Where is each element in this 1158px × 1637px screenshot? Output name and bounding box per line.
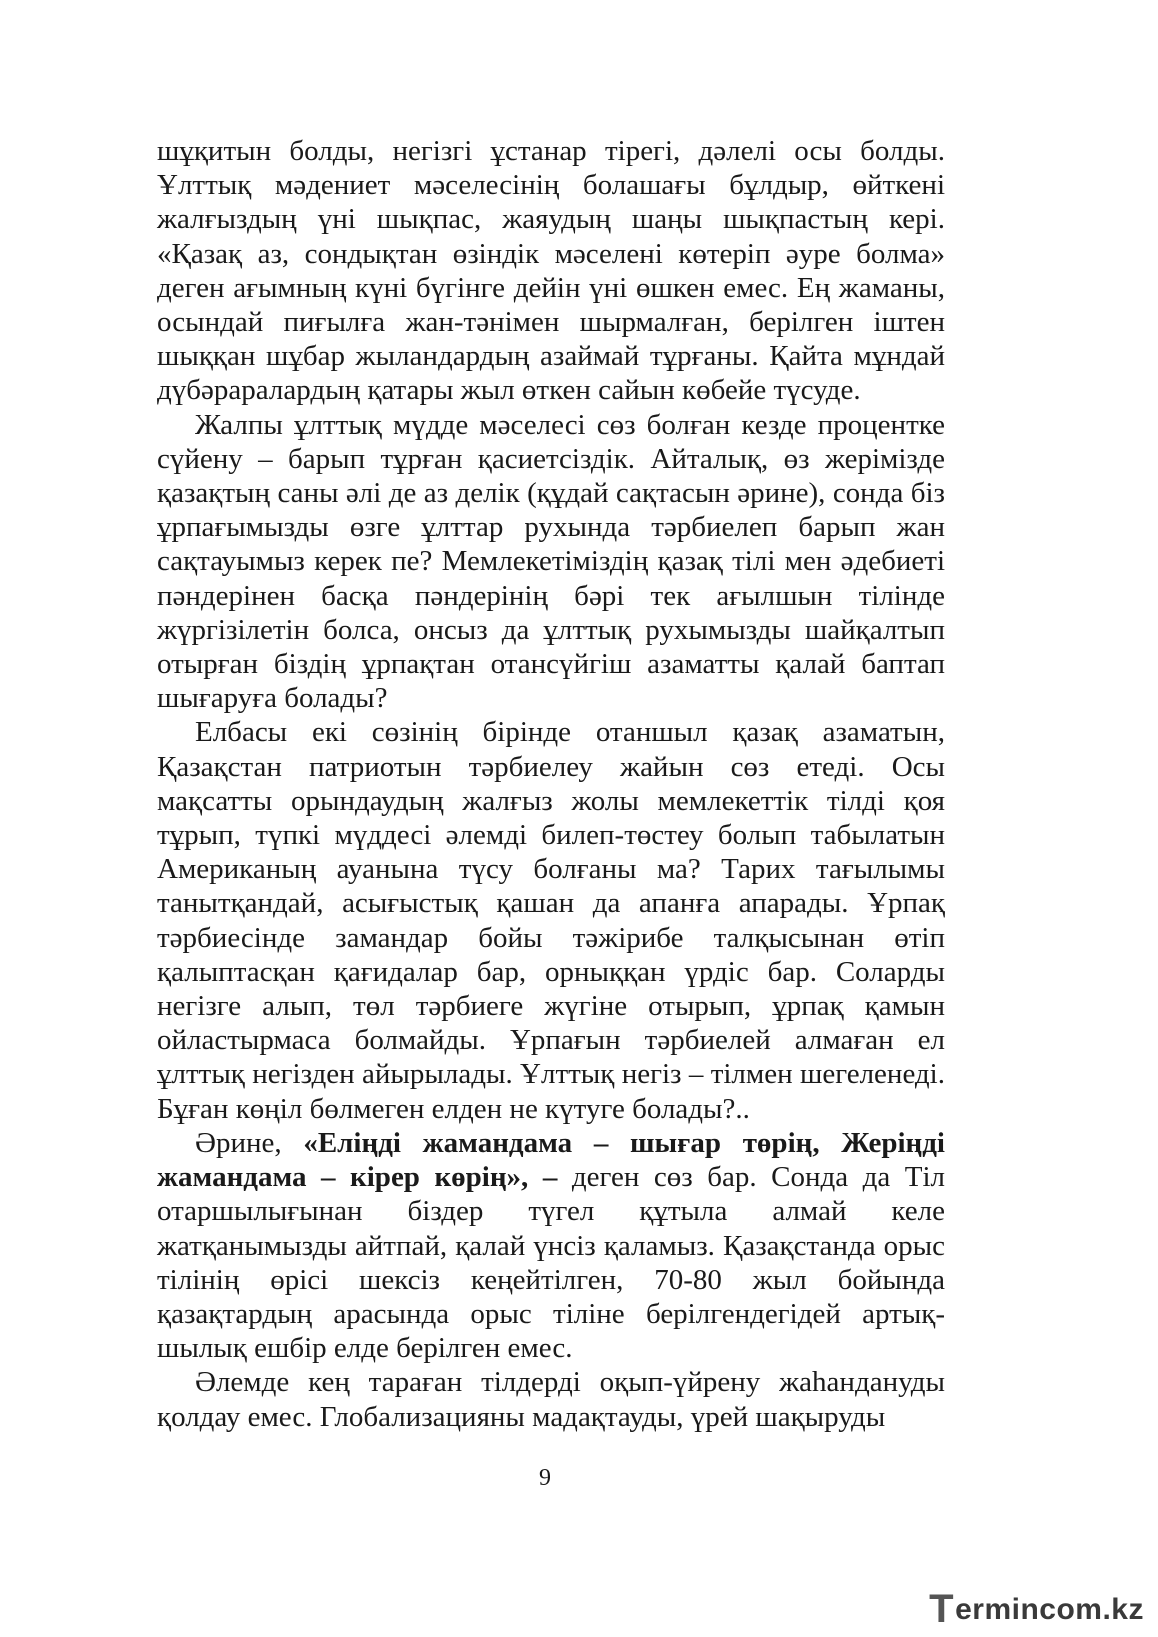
paragraph-text: Жалпы ұлттық мүдде мәселесі сөз болған кезде процентке сүйену – барып тұрған қасиетсіздік. Айталық, өз жерімізде қазақтың саны әлі де аз делік (құдай сақтасын әрине), сонда біз ұрпағымызды өзге ұлттар рухында тәрбиелеп барып жан сақтауымыз керек пе? Мемлекетіміздің қазақ тілі мен әдебиеті пәндерінен басқа пәндерінің бәрі тек ағылшын тілінде жүргізілетін болса, онсыз да ұлттық рухымызды шайқалтып отырған біздің ұрпақтан отансүйгіш азаматты қалай баптап шығаруға болады? bbox=[157, 408, 945, 715]
watermark-text: ermincom.kz bbox=[955, 1593, 1144, 1626]
paragraph bbox=[157, 715, 945, 1125]
page-body bbox=[157, 134, 945, 1434]
paragraph-text: Әрине, bbox=[195, 1126, 304, 1159]
paragraph bbox=[157, 408, 945, 716]
paragraph bbox=[157, 134, 945, 408]
paragraph-text: Әлемде кең тараған тілдерді оқып-үйрену жаһандануды қолдау емес. Глобализацияны мадақтауды, үрей шақыруды bbox=[157, 1366, 945, 1433]
site-watermark bbox=[929, 1587, 1144, 1631]
paragraph bbox=[157, 1365, 945, 1433]
bold-quote: «Еліңді жамандама – шығар төрің, Жеріңді жамандама – кірер көрің», – bbox=[157, 1126, 945, 1194]
paragraph-text: деген сөз бар. Сонда да Тіл отаршылығынан біздер түгел құтыла алмай келе жатқанымызды айтпай, қалай үнсіз қаламыз. Қазақстанда орыс тілінің өрісі шексіз кеңейтілген, 70-80 жыл бойында қазақтардың арасында орыс тіліне берілгендегідей артық-шылық ешбір елде берілген емес. bbox=[157, 1161, 946, 1365]
watermark-mark: T bbox=[929, 1587, 955, 1631]
paragraph-text: шұқитын болды, негізгі ұстанар тірегі, дәлелі осы болды. Ұлттық мәдениет мәселесінің болашағы бұлдыр, өйткені жалғыздың үні шықпас, жаяудың шаңы шықпастың кері. «Қазақ аз, сондықтан өзіндік мәселені көтеріп әуре болма» деген ағымның күні бүгінге дейін үні өшкен емес. Ең жаманы, осындай пиғылға жан-тәнімен шырмалған, берілген іштен шыққан шұбар жыландардың азаймай тұрғаны. Қайта мұндай дүбәраралардың қатары жыл өткен сайын көбейе түсуде. bbox=[157, 135, 945, 407]
paragraph bbox=[157, 1126, 945, 1365]
page-number: 9 bbox=[539, 1465, 551, 1491]
paragraph-text: Елбасы екі сөзінің бірінде отаншыл қазақ азаматын, Қазақстан патриотын тәрбиелеу жайын сөз етеді. Осы мақсатты орындаудың жалғыз жолы мемлекеттік тілді қоя тұрып, түпкі мүддесі әлемді билеп-төстеу болып табылатын Американың ауанына түсу болғаны ма? Тарих тағылымы танытқандай, асығыстық қашан да апанға апарады. Ұрпақ тәрбиесінде замандар бойы тәжірибе талқысынан өтіп қалыптасқан қағидалар бар, орныққан үрдіс бар. Соларды негізге алып, төл тәрбиеге жүгіне отырып, ұрпақ қамын ойластырмаса болмайды. Ұрпағын тәрбиелей алмаған ел ұлттық негізден айырылады. Ұлттық негіз – тілмен шегеленеді. Бұған көңіл бөлмеген елден не күтуге болады?.. bbox=[157, 716, 945, 1125]
